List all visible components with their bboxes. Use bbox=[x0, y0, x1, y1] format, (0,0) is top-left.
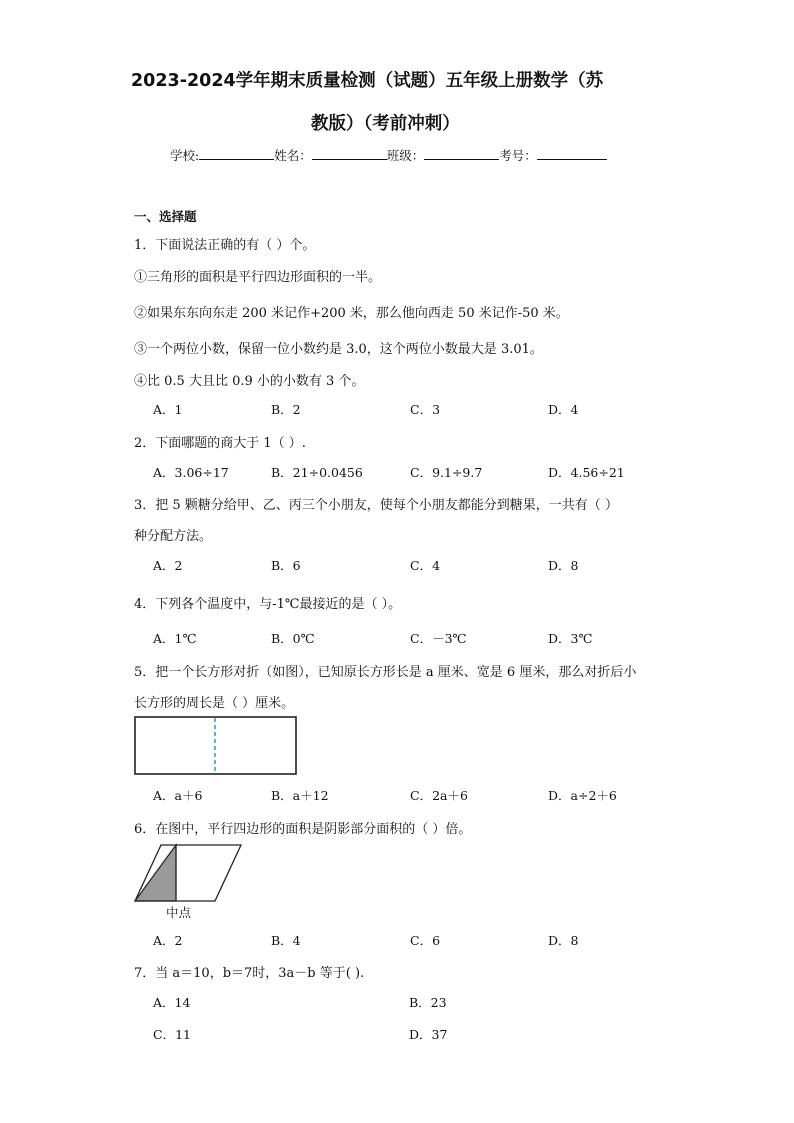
question-5-stem-line2: 长方形的周长是（ ）厘米。 bbox=[134, 696, 295, 711]
exam-no-label: 考号： bbox=[499, 148, 537, 163]
question-7-option-d[interactable]: D．37 bbox=[409, 1027, 448, 1042]
question-6-option-b[interactable]: B．4 bbox=[271, 933, 301, 948]
question-7-option-a[interactable]: A．14 bbox=[153, 995, 191, 1010]
question-4-option-b[interactable]: B．0℃ bbox=[271, 631, 315, 646]
question-3-stem-line2: 种分配方法。 bbox=[134, 529, 213, 544]
exam-no-blank[interactable] bbox=[537, 147, 607, 160]
question-1-option-b[interactable]: B．2 bbox=[271, 402, 301, 417]
question-3-option-c[interactable]: C．4 bbox=[410, 558, 441, 573]
question-5-option-a[interactable]: A．a＋6 bbox=[153, 788, 203, 803]
question-6-option-d[interactable]: D．8 bbox=[548, 933, 579, 948]
question-1-statement-4: ④比 0.5 大且比 0.9 小的小数有 3 个。 bbox=[134, 374, 365, 389]
question-4-option-d[interactable]: D．3℃ bbox=[548, 631, 593, 646]
question-7-option-b[interactable]: B．23 bbox=[409, 995, 447, 1010]
question-2-option-b[interactable]: B．21÷0.0456 bbox=[271, 465, 363, 480]
question-3-option-d[interactable]: D．8 bbox=[548, 558, 579, 573]
question-5-stem-line1: 5．把一个长方形对折（如图），已知原长方形长是 a 厘米、宽是 6 厘米，那么对折后小 bbox=[134, 665, 637, 680]
page-title-line1: 2023-2024学年期末质量检测（试题）五年级上册数学（苏 bbox=[131, 71, 604, 91]
question-3-option-b[interactable]: B．6 bbox=[271, 558, 301, 573]
question-1-option-d[interactable]: D．4 bbox=[548, 402, 579, 417]
question-2-option-a[interactable]: A．3.06÷17 bbox=[153, 465, 229, 480]
question-3-option-a[interactable]: A．2 bbox=[153, 558, 183, 573]
parallelogram-figure bbox=[134, 843, 244, 903]
school-label: 学校: bbox=[170, 148, 200, 163]
question-3-stem-line1: 3．把 5 颗糖分给甲、乙、丙三个小朋友，使每个小朋友都能分到糖果，一共有（ ） bbox=[134, 498, 618, 513]
question-4-stem: 4．下列各个温度中，与-1℃最接近的是（ ）。 bbox=[134, 597, 402, 612]
folded-rectangle-figure bbox=[134, 716, 298, 776]
question-1-option-c[interactable]: C．3 bbox=[410, 402, 441, 417]
question-2-option-c[interactable]: C．9.1÷9.7 bbox=[410, 465, 483, 480]
question-1-statement-3: ③一个两位小数，保留一位小数约是 3.0，这个两位小数最大是 3.01。 bbox=[134, 342, 543, 357]
question-4-option-c[interactable]: C．－3℃ bbox=[410, 631, 467, 646]
question-5-option-c[interactable]: C．2a＋6 bbox=[410, 788, 468, 803]
question-1-statement-2: ②如果东东向东走 200 米记作+200 米，那么他向西走 50 米记作-50 米。 bbox=[134, 306, 569, 321]
question-1-option-a[interactable]: A．1 bbox=[153, 402, 183, 417]
question-5-option-d[interactable]: D．a÷2＋6 bbox=[548, 788, 617, 803]
name-blank[interactable] bbox=[312, 147, 387, 160]
class-label: 班级： bbox=[386, 148, 425, 163]
page-title-line2: 教版）（考前冲刺） bbox=[311, 114, 460, 134]
question-6-stem: 6．在图中，平行四边形的面积是阴影部分面积的（ ）倍。 bbox=[134, 822, 472, 837]
midpoint-label: 中点 bbox=[166, 905, 192, 920]
name-label: 姓名： bbox=[274, 148, 312, 163]
question-5-option-b[interactable]: B．a＋12 bbox=[271, 788, 329, 803]
section-title: 一、选择题 bbox=[134, 209, 197, 224]
school-blank[interactable] bbox=[199, 147, 274, 160]
question-1-statement-1: ①三角形的面积是平行四边形面积的一半。 bbox=[134, 270, 382, 285]
question-1-stem: 1．下面说法正确的有（ ）个。 bbox=[134, 238, 316, 253]
question-2-option-d[interactable]: D．4.56÷21 bbox=[548, 465, 625, 480]
question-7-stem: 7．当 a＝10，b＝7时，3a－b 等于( ). bbox=[134, 966, 365, 981]
student-info-line bbox=[170, 146, 607, 164]
question-4-option-a[interactable]: A．1℃ bbox=[153, 631, 197, 646]
question-2-stem: 2．下面哪题的商大于 1（ ）. bbox=[134, 436, 306, 451]
question-7-option-c[interactable]: C．11 bbox=[153, 1027, 191, 1042]
question-6-option-c[interactable]: C．6 bbox=[410, 933, 441, 948]
question-6-option-a[interactable]: A．2 bbox=[153, 933, 183, 948]
class-blank[interactable] bbox=[424, 147, 499, 160]
shaded-triangle bbox=[135, 845, 176, 901]
